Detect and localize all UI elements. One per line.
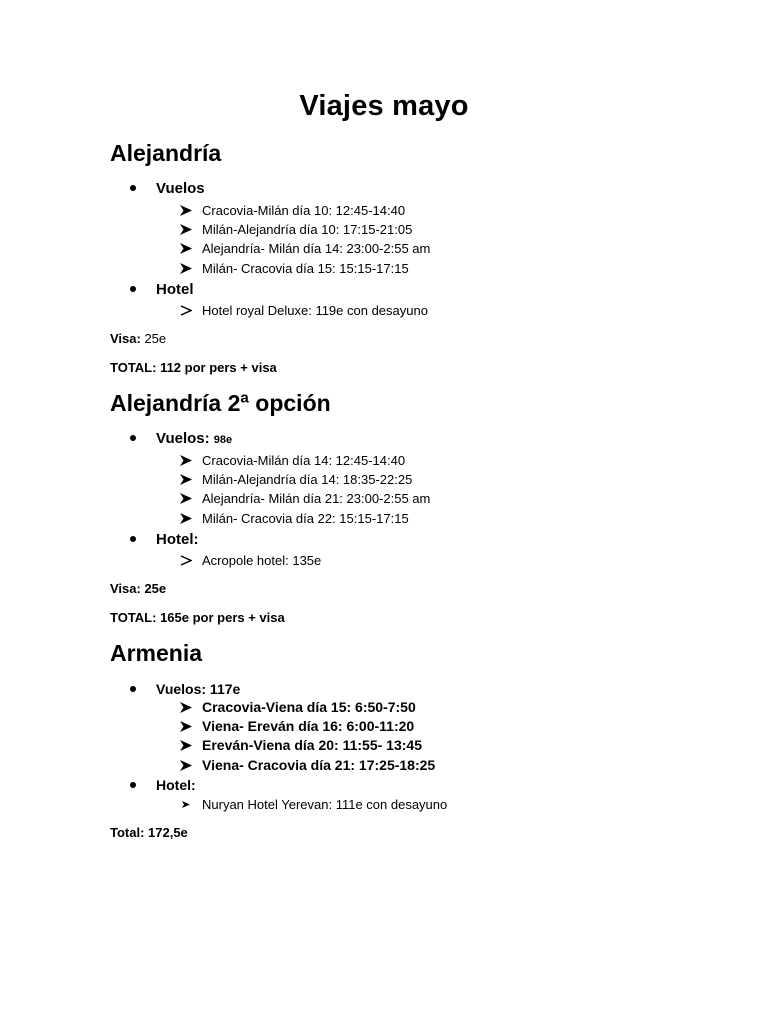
visa-value: 25e [140, 331, 167, 346]
hotel-text: Hotel royal Deluxe: 119e con desayuno [202, 303, 428, 318]
arrow-bullet-icon [180, 474, 192, 485]
hotel-text: Acropole hotel: 135e [202, 553, 322, 568]
bullet-label: Vuelos: 98e [156, 430, 233, 447]
bullet-label: Vuelos [156, 180, 205, 197]
flight-text: Alejandría- Milán día 14: 23:00-2:55 am [202, 241, 431, 256]
total-line: Total: 172,5e [110, 825, 188, 840]
arrow-outline-bullet-icon [180, 555, 192, 566]
bullet-dot-icon [130, 286, 136, 292]
flight-text: Ereván-Viena día 20: 11:55- 13:45 [202, 737, 422, 753]
flight-text: Milán-Alejandría día 14: 18:35-22:25 [202, 472, 413, 487]
bullet-dot-icon [130, 782, 136, 788]
flight-text: Viena- Cracovia día 21: 17:25-18:25 [202, 757, 436, 773]
arrow-outline-bullet-icon [180, 305, 192, 316]
arrow-bullet-icon [180, 721, 192, 732]
section-heading-armenia: Armenia [110, 640, 203, 666]
arrow-bullet-icon [180, 702, 192, 713]
bullet-label: Hotel: [156, 531, 199, 548]
flight-text: Alejandría- Milán día 21: 23:00-2:55 am [202, 491, 431, 506]
bullet-label: Hotel: [156, 777, 196, 793]
arrow-bullet-icon [180, 263, 192, 274]
flight-text: Cracovia-Milán día 10: 12:45-14:40 [202, 203, 406, 218]
arrow-bullet-icon [180, 243, 192, 254]
arrow-small-bullet-icon [180, 799, 192, 810]
arrow-bullet-icon [180, 224, 192, 235]
arrow-bullet-icon [180, 493, 192, 504]
visa-label: Visa: [110, 331, 141, 346]
bullet-dot-icon [130, 536, 136, 542]
flight-text: Milán- Cracovia día 15: 15:15-17:15 [202, 261, 409, 276]
flight-text: Milán-Alejandría día 10: 17:15-21:05 [202, 222, 413, 237]
flight-text: Viena- Ereván día 16: 6:00-11:20 [202, 718, 415, 734]
section-heading-alejandria-2: Alejandría 2ª opción [110, 390, 331, 416]
bullet-label: Vuelos: 117e [156, 681, 241, 697]
bullet-dot-icon [130, 435, 136, 441]
hotel-text: Nuryan Hotel Yerevan: 111e con desayuno [202, 797, 448, 812]
section-heading-alejandria: Alejandría [110, 140, 222, 166]
bullet-dot-icon [130, 686, 136, 692]
flight-text: Cracovia-Milán día 14: 12:45-14:40 [202, 453, 406, 468]
arrow-bullet-icon [180, 740, 192, 751]
arrow-bullet-icon [180, 205, 192, 216]
arrow-bullet-icon [180, 455, 192, 466]
vuelos-price: 98e [213, 434, 233, 446]
page-title: Viajes mayo [299, 90, 469, 122]
bullet-label: Hotel [156, 281, 194, 298]
arrow-bullet-icon [180, 760, 192, 771]
total-line: TOTAL: 112 por pers + visa [110, 360, 277, 375]
total-line: TOTAL: 165e por pers + visa [110, 610, 285, 625]
visa-line [110, 330, 166, 347]
flight-text: Milán- Cracovia día 22: 15:15-17:15 [202, 511, 409, 526]
visa-line: Visa: 25e [110, 581, 167, 596]
flight-text: Cracovia-Viena día 15: 6:50-7:50 [202, 699, 416, 715]
bullet-dot-icon [130, 185, 136, 191]
arrow-bullet-icon [180, 513, 192, 524]
